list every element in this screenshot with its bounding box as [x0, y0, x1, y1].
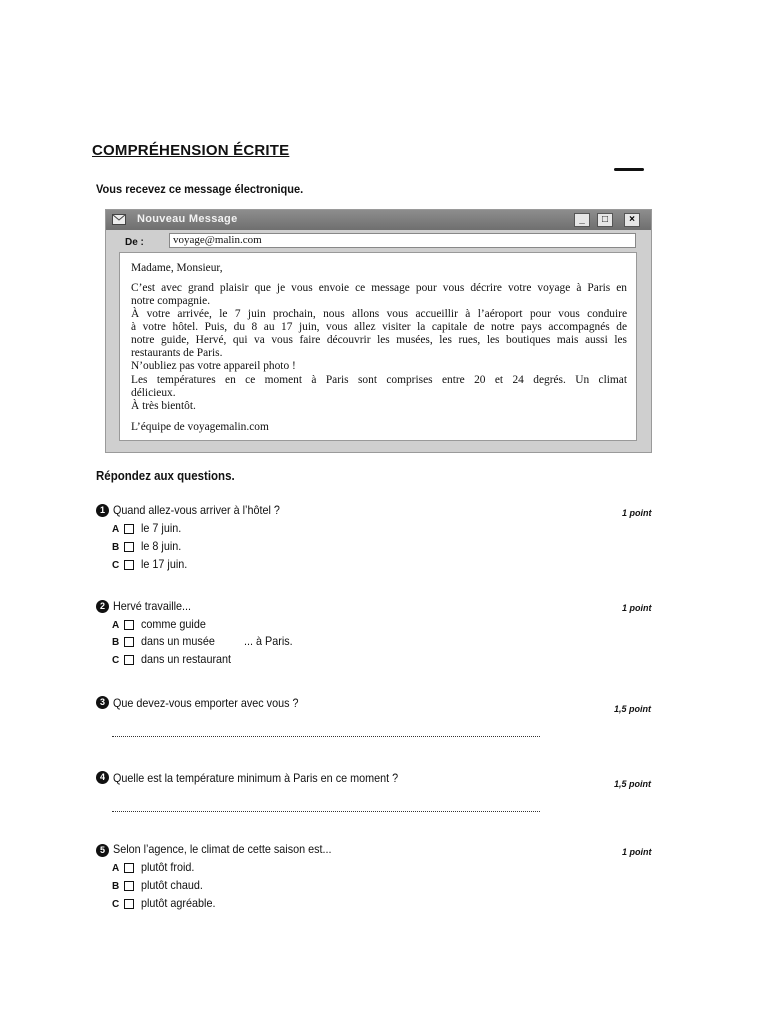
question-number: 1 — [96, 504, 109, 517]
salutation: Madame, Monsieur, — [131, 262, 223, 274]
answer-line[interactable] — [112, 735, 540, 737]
question-text: Quelle est la température minimum à Paris en ce moment ? — [113, 771, 399, 785]
question-number: 3 — [96, 696, 109, 709]
from-field[interactable]: voyage@malin.com — [169, 233, 636, 248]
option-letter: C — [112, 899, 120, 910]
message-line: À votre arrivée, le 7 juin prochain, nous allons vous accueillir à l’aéroport pour vous conduire — [131, 308, 627, 320]
checkbox[interactable] — [124, 524, 134, 534]
option-text: plutôt froid. — [141, 860, 195, 874]
message-line: Les températures en ce moment à Paris sont comprises entre 20 et 24 degrés. Un climat — [131, 374, 627, 386]
option-text: le 17 juin. — [141, 557, 188, 571]
window-titlebar — [106, 210, 651, 230]
question-text: Selon l’agence, le climat de cette saison est... — [113, 842, 332, 856]
option-letter: A — [112, 524, 120, 535]
question-text: Que devez-vous emporter avec vous ? — [113, 696, 299, 710]
message-line: C’est avec grand plaisir que je vous envoie ce message pour vous décrire votre voyage à Paris en — [131, 282, 627, 294]
checkbox[interactable] — [124, 637, 134, 647]
option-text: dans un musée — [141, 634, 215, 648]
maximize-button[interactable]: □ — [597, 213, 613, 227]
option-letter: C — [112, 560, 120, 571]
message-line: délicieux. — [131, 387, 176, 399]
close-button[interactable]: × — [624, 213, 640, 227]
checkbox[interactable] — [124, 655, 134, 665]
question-number: 4 — [96, 771, 109, 784]
intro-text: Vous recevez ce message électronique. — [96, 182, 304, 196]
minimize-button[interactable]: _ — [574, 213, 590, 227]
checkbox[interactable] — [124, 863, 134, 873]
decorative-dash — [614, 168, 644, 171]
message-line: à votre hôtel. Puis, du 8 au 17 juin, vous allez visiter la capitale de notre pays accompagnés de — [131, 321, 627, 333]
question-points: 1,5 point — [614, 704, 652, 714]
message-body[interactable] — [119, 252, 637, 441]
option-text: le 8 juin. — [141, 539, 182, 553]
question-points: 1,5 point — [614, 779, 652, 789]
email-window — [105, 209, 652, 453]
option-letter: B — [112, 881, 120, 892]
checkbox[interactable] — [124, 620, 134, 630]
question-text: Quand allez-vous arriver à l’hôtel ? — [113, 503, 280, 517]
message-line: notre compagnie. — [131, 295, 211, 307]
option-text: le 7 juin. — [141, 521, 182, 535]
option-text: plutôt chaud. — [141, 878, 203, 892]
question-text: Hervé travaille... — [113, 599, 192, 613]
window-title: Nouveau Message — [137, 213, 238, 225]
message-line: restaurants de Paris. — [131, 347, 223, 359]
option-letter: B — [112, 542, 120, 553]
option-letter: C — [112, 655, 120, 666]
envelope-icon — [112, 214, 126, 225]
message-line: N’oubliez pas votre appareil photo ! — [131, 360, 296, 372]
option-letter: B — [112, 637, 120, 648]
questions-heading: Répondez aux questions. — [96, 469, 235, 483]
checkbox[interactable] — [124, 881, 134, 891]
option-letter: A — [112, 863, 120, 874]
answer-line[interactable] — [112, 810, 540, 812]
question-points: 1 point — [622, 508, 652, 518]
page-title: COMPRÉHENSION ÉCRITE — [92, 142, 290, 159]
from-label: De : — [125, 237, 144, 248]
message-line: À très bientôt. — [131, 400, 196, 412]
question-number: 2 — [96, 600, 109, 613]
question-points: 1 point — [622, 603, 652, 613]
signature: L’équipe de voyagemalin.com — [131, 421, 269, 433]
option-text: dans un restaurant — [141, 652, 232, 666]
question-points: 1 point — [622, 847, 652, 857]
checkbox[interactable] — [124, 542, 134, 552]
checkbox[interactable] — [124, 899, 134, 909]
option-text: comme guide — [141, 617, 206, 631]
option-suffix: ... à Paris. — [244, 634, 293, 648]
message-line: notre guide, Hervé, qui va vous faire découvrir les musées, les rues, les boutiques mais aussi les — [131, 334, 627, 346]
question-number: 5 — [96, 844, 109, 857]
checkbox[interactable] — [124, 560, 134, 570]
option-letter: A — [112, 620, 120, 631]
option-text: plutôt agréable. — [141, 896, 216, 910]
